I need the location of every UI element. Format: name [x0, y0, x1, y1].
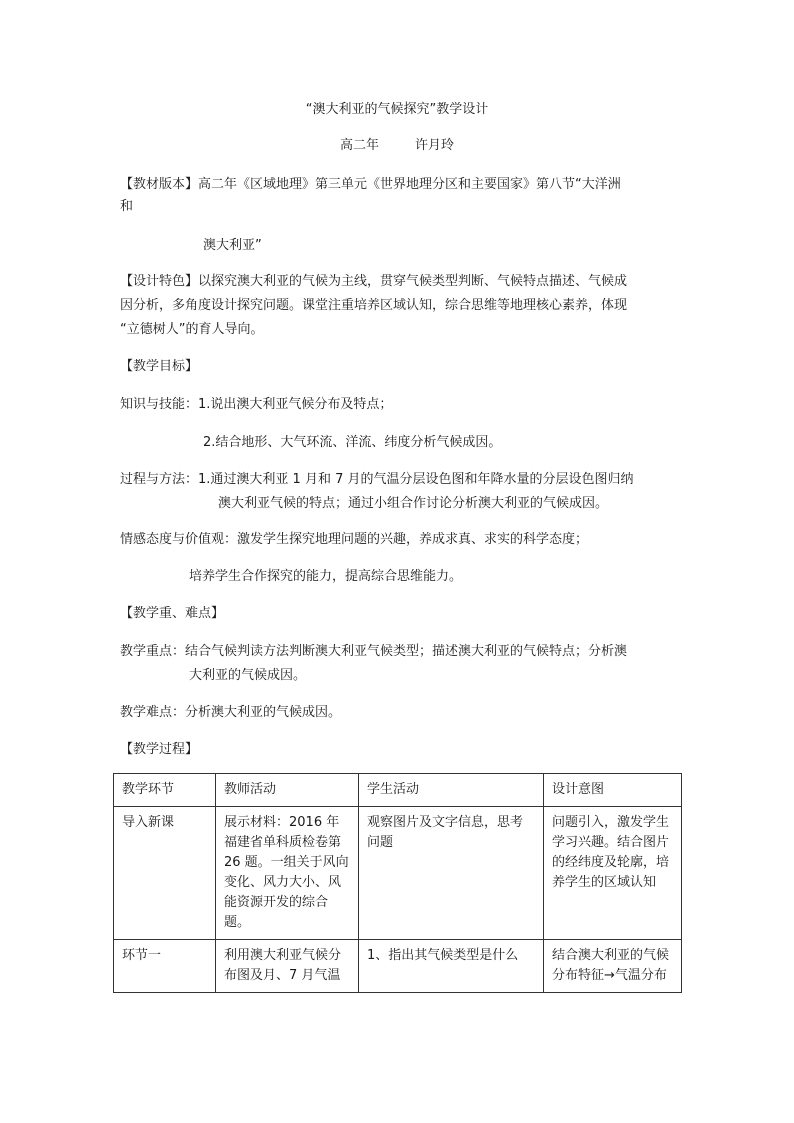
header-stage: 教学环节: [114, 774, 216, 807]
key-points-line-1: 教学重点：结合气候判读方法判断澳大利亚气候类型；描述澳大利亚的气候特点；分析澳: [120, 644, 628, 659]
header-intent: 设计意图: [544, 774, 682, 807]
cell-stage: 导入新课: [114, 807, 216, 940]
cell-intent: 问题引入，激发学生学习兴趣。结合图片的经纬度及轮廓，培养学生的区域认知: [544, 807, 682, 940]
cell-student: 1、指出其气候类型是什么: [359, 940, 544, 993]
document-title: “澳大利亚的气候探究”教学设计: [305, 102, 489, 117]
cell-teacher: 展示材料：2016 年福建省单科质检卷第 26 题。一组关于风向变化、风力大小、风能资源开发的综合题。: [216, 807, 359, 940]
process-heading: 【教学过程】: [120, 742, 199, 757]
table-row: [114, 940, 682, 993]
edition-line-3: 澳大利亚”: [203, 238, 262, 253]
edition-line-1: 【教材版本】高二年《区域地理》第三单元《世界地理分区和主要国家》第八节“大洋洲: [120, 177, 621, 192]
teaching-process-table: [113, 773, 682, 993]
difficulty-line: 教学难点：分析澳大利亚的气候成因。: [120, 705, 342, 720]
grade-label: 高二年: [339, 138, 379, 153]
cell-student: 观察图片及文字信息，思考问题: [359, 807, 544, 940]
header-student: 学生活动: [359, 774, 544, 807]
key-heading: 【教学重、难点】: [120, 606, 225, 621]
features-line-2: 因分析，多角度设计探究问题。课堂注重培养区域认知，综合思维等地理核心素养，体现: [120, 298, 628, 313]
table-row: [114, 807, 682, 940]
key-points-line-2: 大利亚的气候成因。: [189, 668, 307, 683]
features-line-1: 【设计特色】以探究澳大利亚的气候为主线，贯穿气候类型判断、气候特点描述、气候成: [120, 274, 628, 289]
header-teacher: 教师活动: [216, 774, 359, 807]
author-line: [0, 136, 794, 156]
table-header-row: [114, 774, 682, 807]
author-name: 许月玲: [415, 138, 455, 153]
cell-teacher: 利用澳大利亚气候分布图及月、7 月气温: [216, 940, 359, 993]
cell-stage: 环节一: [114, 940, 216, 993]
goals-heading: 【教学目标】: [120, 359, 199, 374]
knowledge-line-1: 知识与技能：1.说出澳大利亚气候分布及特点；: [120, 397, 393, 412]
attitude-line-1: 情感态度与价值观：激发学生探究地理问题的兴趣，养成求真、求实的科学态度；: [120, 532, 589, 547]
attitude-line-2: 培养学生合作探究的能力，提高综合思维能力。: [189, 569, 463, 584]
knowledge-line-2: 2.结合地形、大气环流、洋流、纬度分析气候成因。: [203, 435, 502, 450]
features-line-3: “立德树人”的育人导向。: [120, 322, 264, 337]
cell-intent: 结合澳大利亚的气候分布特征→气温分布: [544, 940, 682, 993]
process-line-2: 澳大利亚气候的特点；通过小组合作讨论分析澳大利亚的气候成因。: [218, 496, 609, 511]
edition-line-2: 和: [120, 199, 134, 214]
process-line-1: 过程与方法：1.通过澳大利亚 1 月和 7 月的气温分层设色图和年降水量的分层设色图归纳: [120, 472, 634, 487]
